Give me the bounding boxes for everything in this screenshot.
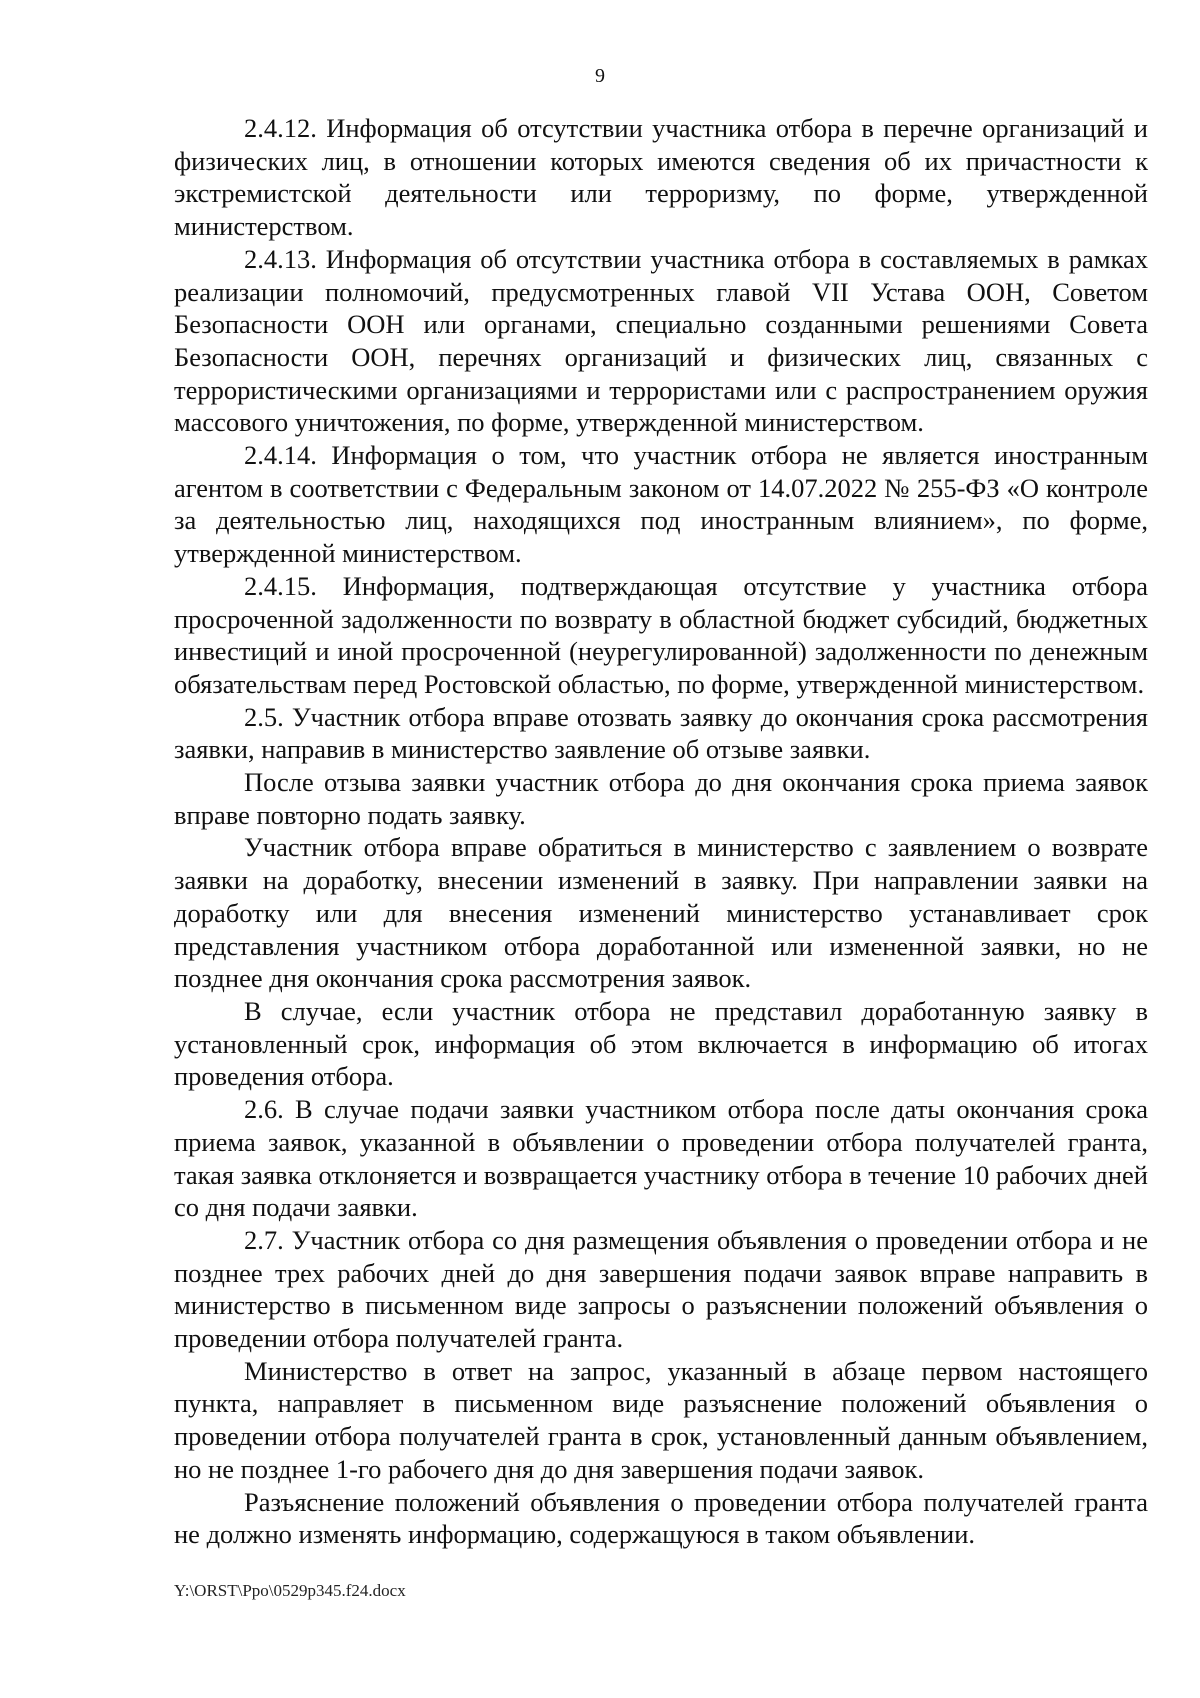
- paragraph-2-5-not-submitted: В случае, если участник отбора не представил доработанную заявку в установленный срок, информация об этом включается в информацию об итогах проведения отбора.: [174, 995, 1148, 1092]
- paragraph-2-4-13: 2.4.13. Информация об отсутствии участника отбора в составляемых в рамках реализации полномочий, предусмотренных главой VII Устава ООН, Советом Безопасности ООН или органами, специально созданными решениями Совета Безопасности ООН, перечнях организаций и физических лиц, связанных с террористическими организациями и террористами или с распространением оружия массового уничтожения, по форме, утвержденной министерством.: [174, 243, 1148, 438]
- page-number: 9: [595, 65, 605, 87]
- paragraph-2-4-15: 2.4.15. Информация, подтверждающая отсутствие у участника отбора просроченной задолженности по возврату в областной бюджет субсидий, бюджетных инвестиций и иной просроченной (неурегулированной) задолженности по денежным обязательствам перед Ростовской областью, по форме, утвержденной министерством.: [174, 570, 1148, 699]
- footer-file-path: Y:\ORST\Ppo\0529p345.f24.docx: [174, 1581, 406, 1600]
- paragraph-2-5-revision: Участник отбора вправе обратиться в министерство с заявлением о возврате заявки на доработку, внесении изменений в заявку. При направлении заявки на доработку или для внесения изменений министерство устанавливает срок представления участником отбора доработанной или измененной заявки, но не позднее дня окончания срока рассмотрения заявок.: [174, 832, 1148, 994]
- paragraph-2-7: 2.7. Участник отбора со дня размещения объявления о проведении отбора и не позднее трех рабочих дней до дня завершения подачи заявок вправе направить в министерство в письменном виде запросы о разъяснении положений объявления о проведении отбора получателей гранта.: [174, 1224, 1148, 1354]
- paragraph-2-7-clarification: Разъяснение положений объявления о проведении отбора получателей гранта не должно изменять информацию, содержащуюся в таком объявлении.: [174, 1486, 1148, 1550]
- paragraph-2-5-withdrawal: После отзыва заявки участник отбора до дня окончания срока приема заявок вправе повторно подать заявку.: [174, 767, 1148, 830]
- document-body: [174, 112, 1148, 1551]
- paragraph-2-4-14: 2.4.14. Информация о том, что участник отбора не является иностранным агентом в соответствии с Федеральным законом от 14.07.2022 № 255-ФЗ «О контроле за деятельностью лиц, находящихся под иностранным влиянием», по форме, утвержденной министерством.: [174, 440, 1148, 569]
- paragraph-2-7-response: Министерство в ответ на запрос, указанный в абзаце первом настоящего пункта, направляет в письменном виде разъяснение положений объявления о проведении отбора получателей гранта в срок, установленный данным объявлением, но не позднее 1-го рабочего дня до дня завершения подачи заявок.: [174, 1355, 1148, 1484]
- paragraph-2-6: 2.6. В случае подачи заявки участником отбора после даты окончания срока приема заявок, указанной в объявлении о проведении отбора получателей гранта, такая заявка отклоняется и возвращается участнику отбора в течение 10 рабочих дней со дня подачи заявки.: [174, 1094, 1148, 1223]
- paragraph-2-4-12: 2.4.12. Информация об отсутствии участника отбора в перечне организаций и физических лиц, в отношении которых имеются сведения об их причастности к экстремистской деятельности или терроризму, по форме, утвержденной министерством.: [174, 113, 1148, 242]
- paragraph-2-5: 2.5. Участник отбора вправе отозвать заявку до окончания срока рассмотрения заявки, направив в министерство заявление об отзыве заявки.: [174, 701, 1148, 765]
